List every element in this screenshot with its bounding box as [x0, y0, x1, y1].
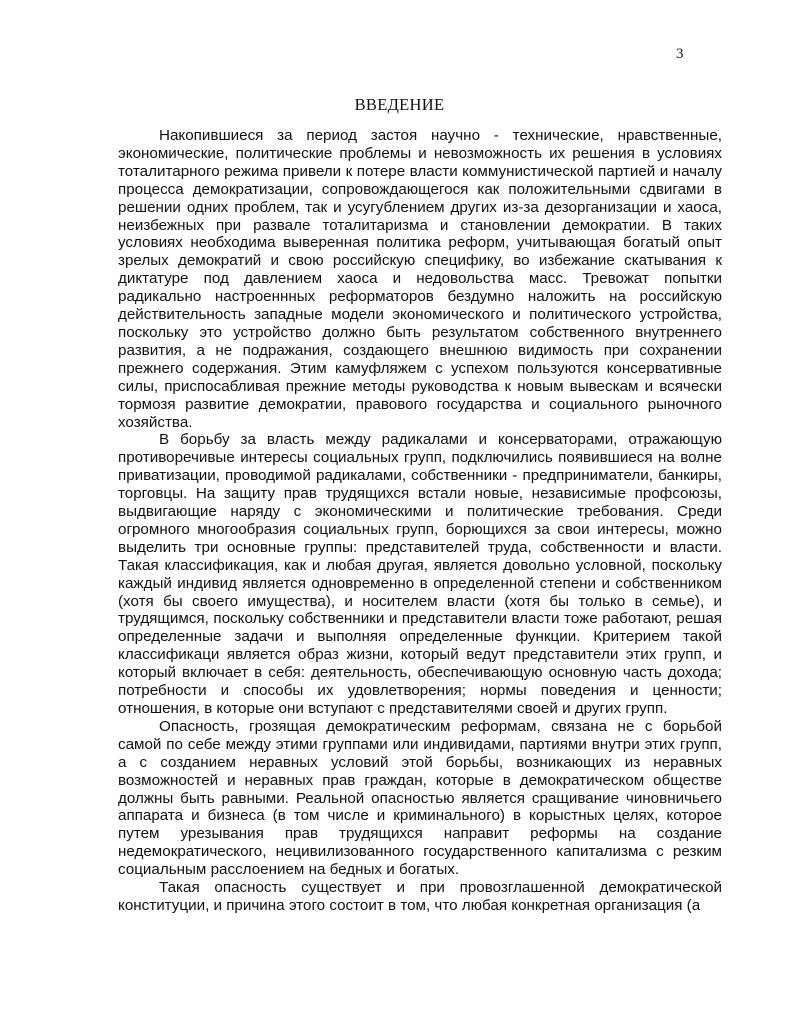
body-text	[118, 127, 722, 915]
paragraph: Такая опасность существует и при провозглашенной демократической конституции, и причина этого состоит в том, что любая конкретная организация (а	[118, 879, 722, 914]
paragraph: В борьбу за власть между радикалами и консерваторами, отражающую противоречивые интересы социальных групп, подключились появившиеся на волне приватизации, проводимой радикалами, собственники - предприниматели, банкиры, торговцы. На защиту прав трудящихся встали новые, независимые профсоюзы, выдвигающие наряду с экономическими и политические требования. Среди огромного многообразия социальных групп, борющихся за свои интересы, можно выделить три основные группы: представителей труда, собственности и власти. Такая классификация, как и любая другая, является довольно условной, поскольку каждый индивид является одновременно в определенной степени и собственником (хотя бы своего имущества), и носителем власти (хотя бы только в семье), и трудящимся, поскольку собственники и представители власти тоже работают, решая определенные задачи и выполняя определенные функции. Критерием такой классификаци является образ жизни, который ведут представители этих групп, и который включает в себя: деятельность, обеспечивающую основную часть дохода; потребности и способы их удовлетворения; нормы поведения и ценности; отношения, в которые они вступают с представителями своей и других групп.	[118, 431, 722, 717]
page-number: 3	[676, 46, 684, 62]
page-title: ВВЕДЕНИЕ	[354, 95, 445, 114]
paragraph: Опасность, грозящая демократическим реформам, связана не с борьбой самой по себе между этими группами или индивидами, партиями внутри этих групп, а с созданием неравных условий этой борьбы, возникающих из неравных возможностей и неравных прав граждан, которые в демократическом обществе должны быть равными. Реальной опасностью является сращивание чиновничьего аппарата и бизнеса (в том числе и криминального) в корыстных целях, которое путем урезывания прав трудящихся направит реформы на создание недемократического, нецивилизованного государственного капитализма с резким социальным расслоением на бедных и богатых.	[118, 717, 722, 879]
paragraph: Накопившиеся за период застоя научно - технические, нравственные, экономические, политические проблемы и невозможность их решения в условиях тоталитарного режима привели к потере власти коммунистической партией и началу процесса демократизации, сопровождающегося как положительными сдвигами в решении одних проблем, так и усугублением других из-за дезорганизации и хаоса, неизбежных при развале тоталитаризма и становлении демократии. В таких условиях необходима выверенная политика реформ, учитывающая богатый опыт зрелых демократий и свою российскую специфику, во избежание скатывания к диктатуре под давлением хаоса и недовольства масс. Тревожат попытки радикально настроеннных реформаторов бездумно наложить на российскую действительность западные модели экономического и политического устройства, поскольку это устройство должно быть результатом собственного внутреннего развития, а не подражания, создающего внешнюю видимость при сохранении прежнего содержания. Этим камуфляжем с успехом пользуются консервативные силы, приспосабливая прежние методы руководства к новым вывескам и всячески тормозя развитие демократии, правового государства и социального рыночного хозяйства.	[118, 127, 722, 431]
